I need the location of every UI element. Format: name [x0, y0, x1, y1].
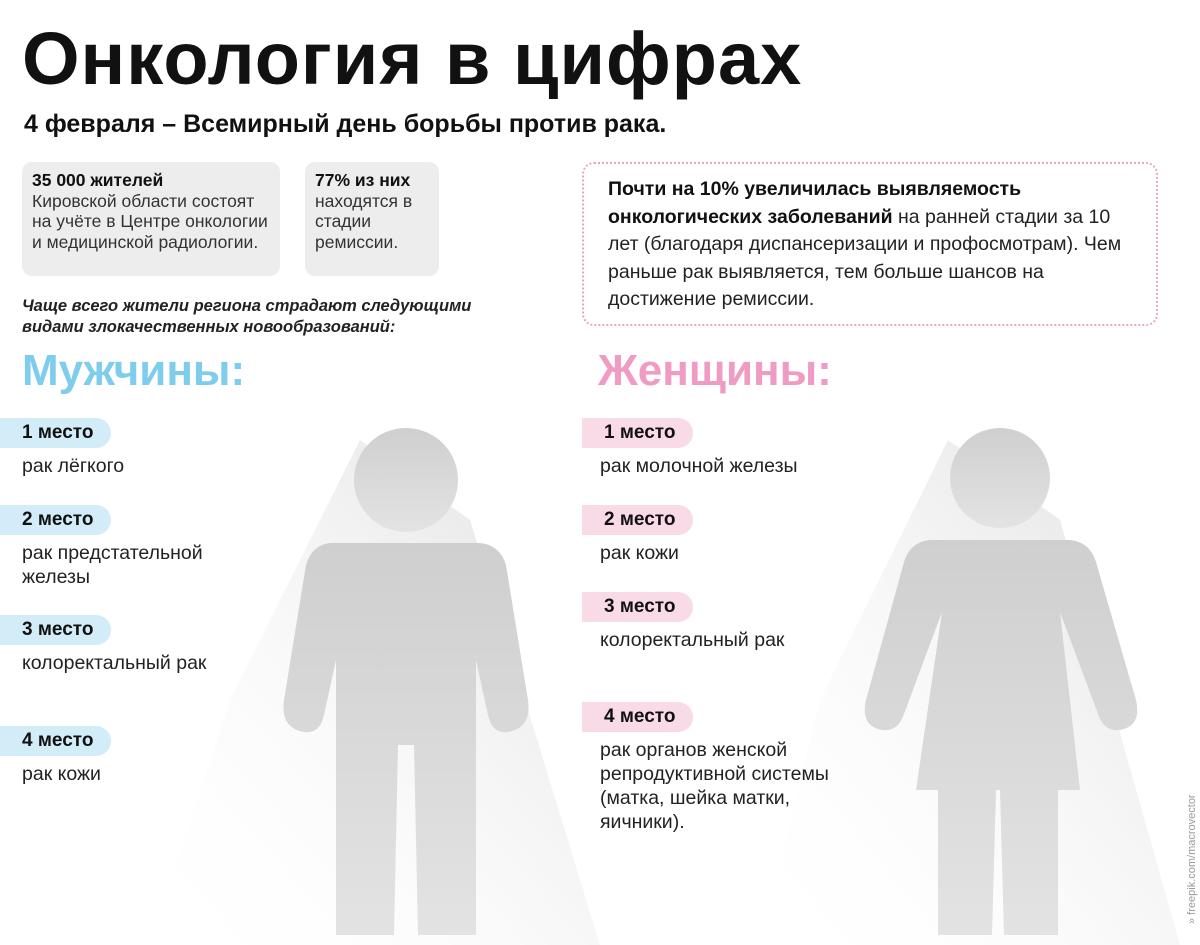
rank-badge: 4 место — [582, 702, 693, 732]
rank-label: рак предстательной железы — [22, 542, 203, 588]
men-rank-4 — [22, 726, 322, 786]
men-section-title: Мужчины: — [22, 346, 246, 395]
page-subtitle: 4 февраля – Всемирный день борьбы против рака. — [24, 110, 667, 138]
rank-label: колоректальный рак — [22, 652, 207, 674]
rank-label: рак кожи — [600, 542, 679, 564]
callout-bold: Почти на 10% увеличилась выявляемость онкологических заболеваний — [608, 178, 1022, 228]
women-rank-3 — [600, 592, 800, 652]
women-rank-4 — [600, 702, 850, 834]
stat-highlight: 35 000 жителей — [32, 170, 164, 190]
male-head — [354, 428, 458, 532]
women-rank-2 — [600, 505, 900, 565]
women-section-title: Женщины: — [598, 346, 832, 395]
female-head — [950, 428, 1050, 528]
rank-badge: 1 место — [0, 418, 111, 448]
rank-label: рак органов женской репродуктивной системы (матка, шейка матки, яичники). — [600, 739, 829, 833]
rank-badge: 4 место — [0, 726, 111, 756]
rank-label: рак лёгкого — [22, 455, 125, 477]
rank-label: рак молочной железы — [600, 455, 798, 477]
rank-badge: 3 место — [0, 615, 111, 645]
men-rank-2 — [22, 505, 262, 589]
stat-card-remission — [305, 162, 439, 276]
women-rank-1 — [600, 418, 900, 478]
stat-card-residents — [22, 162, 280, 276]
stat-text: находятся в стадии ремиссии. — [315, 190, 413, 252]
rank-label: колоректальный рак — [600, 629, 785, 651]
image-credit: » freepik.com/macrovector — [1186, 794, 1198, 924]
stat-highlight: 77% из них — [315, 170, 411, 190]
men-rank-3 — [22, 615, 222, 675]
rank-badge: 2 место — [0, 505, 111, 535]
callout-text: на ранней стадии за 10 лет (благодаря диспансеризации и профосмотрам). Чем раньше рак выявляется, тем больше шансов на достижение ремиссии. — [608, 205, 1122, 310]
rank-badge: 1 место — [582, 418, 693, 448]
men-rank-1 — [22, 418, 322, 478]
rank-label: рак кожи — [22, 763, 101, 785]
rank-badge: 3 место — [582, 592, 693, 622]
rank-badge: 2 место — [582, 505, 693, 535]
page-title: Онкология в цифрах — [22, 17, 803, 100]
note-text: Чаще всего жители региона страдают следующими видами злокачественных новообразований: — [22, 297, 472, 336]
stat-text: Кировской области состоят на учёте в Центре онкологии и медицинской радиологии. — [32, 190, 268, 252]
callout-box — [582, 162, 1158, 326]
